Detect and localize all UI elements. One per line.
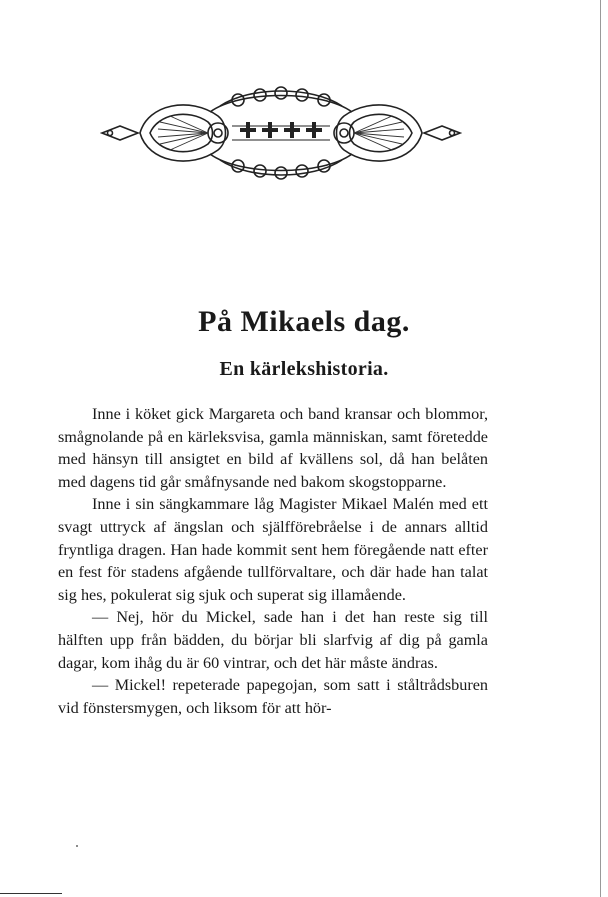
paragraph: Inne i sin sängkammare låg Magister Mikael Malén med ett svagt uttryck af ängslan och själfförebråelse i de annars alltid fryntliga dragen. Han hade kommit sent hem föregående natt efter en fest för stadens afgående tullförvaltare, och där hade han talat sig hes, pokulerat sig sjuk och superat sig illamående. xyxy=(58,495,488,604)
page-subtitle: En kärlekshistoria. xyxy=(219,358,389,380)
paragraph: — Mickel! repeterade papegojan, som satt i ståltrådsburen vid fönstersmygen, och liksom för att hör- xyxy=(58,676,488,717)
body-text xyxy=(58,403,488,719)
page-edge-line xyxy=(600,0,601,897)
paragraph: Inne i köket gick Margareta och band kransar och blommor, smågnolande på en kärleksvisa, gamla människan, samt företedde med hänsyn till ansigtet en bild af kvällens sol, då han belåten med dagens tid går småfnysande ned bakom skogstopparne. xyxy=(58,405,488,491)
ink-speck xyxy=(76,845,78,847)
scan-edge-line xyxy=(0,893,62,894)
decorative-ornament xyxy=(100,86,462,182)
page-title: På Mikaels dag. xyxy=(198,305,410,338)
paragraph: — Nej, hör du Mickel, sade han i det han reste sig till hälften upp från bädden, du börjar bli slarfvig af dig på gamla dagar, kom ihåg du är 60 vintrar, och det här måste ändras. xyxy=(58,608,488,672)
